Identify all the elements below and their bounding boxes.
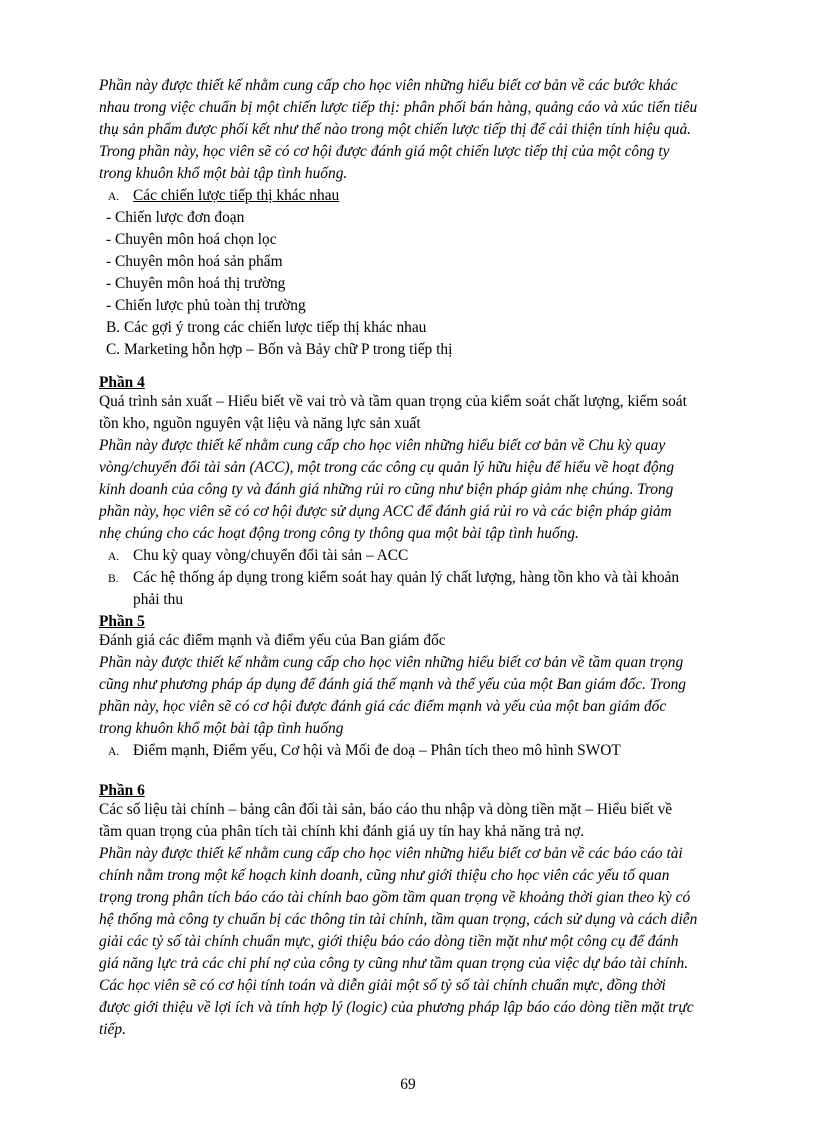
list-marker: B. (108, 573, 119, 585)
part3-intro-line: Trong phần này, học viên sẽ có cơ hội được đánh giá một chiến lược tiếp thị của một công ty (99, 143, 670, 160)
part3-bullet: - Chuyên môn hoá chọn lọc (106, 231, 277, 248)
part5-item-a (108, 740, 621, 763)
part3-bullet: - Chiến lược phủ toàn thị trường (106, 297, 306, 314)
part4-item-b (108, 567, 679, 590)
part3-intro-line: trong khuôn khổ một bài tập tình huống. (99, 165, 348, 182)
part4-intro-line: vòng/chuyển đổi tài sản (ACC), một trong các công cụ quản lý hữu hiệu để hiểu về hoạt động (99, 459, 675, 476)
part3-intro-line: nhau trong việc chuẩn bị một chiến lược tiếp thị: phân phối bán hàng, quảng cáo và xúc tiến tiêu (99, 99, 698, 116)
page-number: 69 (400, 1076, 416, 1093)
part3-item-a-label: Các chiến lược tiếp thị khác nhau (133, 187, 340, 204)
part4-item-a (108, 545, 408, 568)
part5-intro-line: trong khuôn khổ một bài tập tình huống (99, 720, 344, 737)
part4-intro-line: phần này, học viên sẽ có cơ hội được sử dụng ACC để đánh giá rủi ro và các biện pháp giảm (99, 503, 672, 520)
part4-item-b-label: Các hệ thống áp dụng trong kiểm soát hay quản lý chất lượng, hàng tồn kho và tài khoản (133, 569, 680, 586)
part4-subtitle-line: Quá trình sản xuất – Hiểu biết về vai trò và tầm quan trọng của kiểm soát chất lượng, kiểm soát (99, 393, 687, 410)
part3-bullet: - Chuyên môn hoá sản phẩm (106, 253, 283, 270)
part6-intro-line: chính nằm trong một kế hoạch kinh doanh, cũng như giới thiệu cho học viên các yếu tố quan (99, 867, 670, 884)
list-marker: A. (108, 551, 120, 563)
part4-intro-line: nhẹ chúng cho các hoạt động trong công ty thông qua một bài tập tình huống. (99, 525, 579, 542)
part5-subtitle: Đánh giá các điểm mạnh và điểm yếu của Ban giám đốc (99, 632, 446, 649)
part4-subtitle-line: tồn kho, nguồn nguyên vật liệu và năng lực sản xuất (99, 415, 421, 432)
part5-intro-line: cũng như phương pháp áp dụng để đánh giá thế mạnh và thế yếu của một Ban giám đốc. Trong (99, 676, 686, 693)
part4-item-b-continuation: phải thu (133, 591, 184, 608)
part6-intro-line: trọng trong phân tích báo cáo tài chính bao gồm tầm quan trọng về khoảng thời gian theo kỳ có (99, 889, 691, 906)
part3-item-c: C. Marketing hỗn hợp – Bốn và Bảy chữ P trong tiếp thị (106, 341, 453, 358)
part3-bullet: - Chuyên môn hoá thị trường (106, 275, 286, 292)
part3-bullet: - Chiến lược đơn đoạn (106, 209, 245, 226)
part5-intro-line: phần này, học viên sẽ có cơ hội được đánh giá các điểm mạnh và yếu của một ban giám đốc (99, 698, 667, 715)
part4-intro-line: Phần này được thiết kế nhằm cung cấp cho học viên những hiểu biết cơ bản về Chu kỳ quay (99, 437, 666, 454)
part4-item-a-label: Chu kỳ quay vòng/chuyển đổi tài sản – ACC (133, 547, 409, 564)
part5-item-a-label: Điểm mạnh, Điểm yếu, Cơ hội và Mối đe doạ – Phân tích theo mô hình SWOT (133, 742, 621, 759)
part5-heading: Phần 5 (99, 613, 145, 630)
list-marker: A. (108, 191, 120, 203)
part6-subtitle-line: Các số liệu tài chính – bảng cân đối tài sản, báo cáo thu nhập và dòng tiền mặt – Hiểu biết về (99, 801, 673, 818)
part5-intro-line: Phần này được thiết kế nhằm cung cấp cho học viên những hiểu biết cơ bản về tầm quan trọng (99, 654, 684, 671)
part6-subtitle-line: tầm quan trọng của phân tích tài chính khi đánh giá uy tín hay khả năng trả nợ. (99, 823, 585, 840)
part4-intro-line: kinh doanh của công ty và đánh giá những rủi ro cũng như biện pháp giảm nhẹ chúng. Trong (99, 481, 674, 498)
part6-intro-line: hệ thống mà công ty chuẩn bị các thông tin tài chính, tầm quan trọng, cách sử dụng và cách diễn (99, 911, 698, 928)
part6-heading: Phần 6 (99, 782, 145, 799)
part3-intro-line: thụ sản phẩm được phối kết như thế nào trong một chiến lược tiếp thị để cải thiện tính hiệu quả. (99, 121, 692, 138)
part6-intro-line: tiếp. (99, 1021, 126, 1038)
part4-heading: Phần 4 (99, 374, 145, 391)
list-marker: A. (108, 746, 120, 758)
part6-intro-line: Các học viên sẽ có cơ hội tính toán và diễn giải một số tỷ số tài chính chuẩn mực, đồng thời (99, 977, 666, 994)
part6-intro-line: giải các tỷ số tài chính chuẩn mực, giới thiệu báo cáo dòng tiền mặt như một công cụ để đánh (99, 933, 679, 950)
part3-item-a (108, 185, 339, 208)
part6-intro-line: giá năng lực trả các chi phí nợ của công ty cũng như tầm quan trọng của việc dự báo tài chính. (99, 955, 689, 972)
part6-intro-line: Phần này được thiết kế nhằm cung cấp cho học viên những hiểu biết cơ bản về các báo cáo tài (99, 845, 683, 862)
part3-intro-line: Phần này được thiết kế nhằm cung cấp cho học viên những hiểu biết cơ bản về các bước khác (99, 77, 678, 94)
part6-intro-line: được giới thiệu về lợi ích và tính hợp lý (logic) của phương pháp lập báo cáo dòng tiền mặt trực (99, 999, 694, 1016)
part3-item-b: B. Các gợi ý trong các chiến lược tiếp thị khác nhau (106, 319, 427, 336)
